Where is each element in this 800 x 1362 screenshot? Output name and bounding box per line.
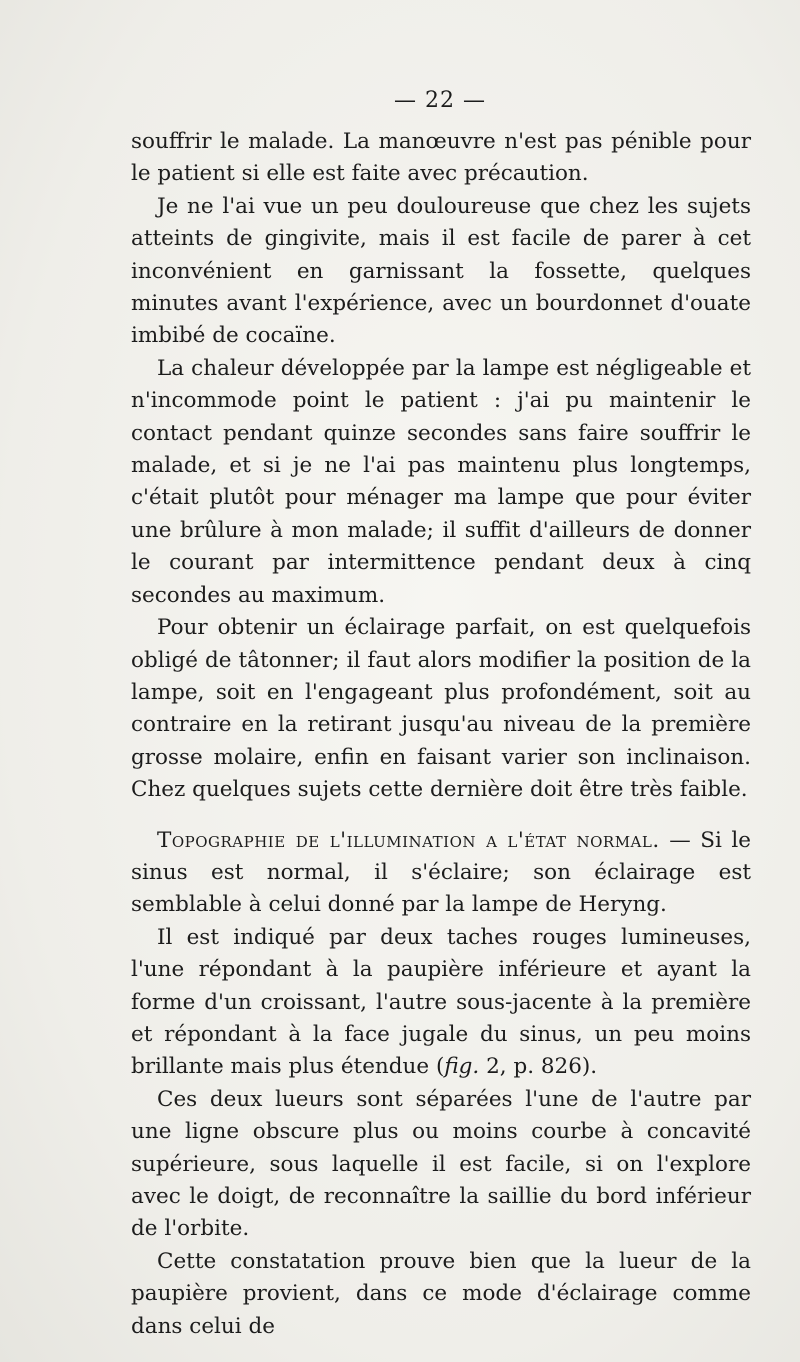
paragraph-text: — Si le sinus est normal, il s'éclaire; son éclairage est semblable à celui donné par la lampe de Heryng. [131, 827, 751, 918]
figure-ref-close: 2, p. 826). [479, 1054, 598, 1080]
paragraph: souffrir le malade. La manœuvre n'est pas pénible pour le patient si elle est faite avec précaution. [131, 129, 751, 187]
section-heading: Topographie de l'illumination a l'état normal. [157, 827, 660, 853]
figure-ref-label: fig. [444, 1054, 480, 1080]
paragraph: Je ne l'ai vue un peu douloureuse que chez les sujets atteints de gingivite, mais il est facile de parer à cet inconvénient en garnissant la fossette, quelques minutes avant l'expérience, avec un bourdonnet d'ouate imbibé de cocaïne. [131, 193, 751, 349]
page-number: — 22 — [394, 88, 486, 113]
body-text [131, 126, 751, 1343]
paragraph: Ces deux lueurs sont séparées l'une de l'autre par une ligne obscure plus ou moins courbe à concavité supérieure, sous laquelle il est facile, si on l'explore avec le doigt, de reconnaître la saillie du bord inférieur de l'orbite. [131, 1086, 751, 1242]
section-paragraph [131, 825, 751, 922]
paragraph: La chaleur développée par la lampe est négligeable et n'incommode point le patient : j'ai pu maintenir le contact pendant quinze secondes sans faire souffrir le malade, et si je ne l'ai pas maintenu plus longtemps, c'était plutôt pour ménager ma lampe que pour éviter une brûlure à mon malade; il suffit d'ailleurs de donner le courant par intermittence pendant deux à cinq secondes au maximum. [131, 355, 751, 608]
paragraph: Cette constatation prouve bien que la lueur de la paupière provient, dans ce mode d'éclairage comme dans celui de [131, 1248, 751, 1339]
figure-ref-open: ( [435, 1054, 445, 1080]
paragraph-text: Il est indiqué par deux taches rouges lumineuses, l'une répondant à la paupière inférieure et ayant la forme d'un croissant, l'autre sous-jacente à la première et répondant à la face jugale du sinus, un peu moins brillante mais plus étendue [131, 924, 751, 1080]
paragraph [131, 922, 751, 1084]
paragraph: Pour obtenir un éclairage parfait, on est quelquefois obligé de tâtonner; il faut alors modifier la position de la lampe, soit en l'engageant plus profondément, soit au contraire en la retirant jusqu'au niveau de la première grosse molaire, enfin en faisant varier son inclinaison. Chez quelques sujets cette dernière doit être très faible. [131, 615, 751, 803]
